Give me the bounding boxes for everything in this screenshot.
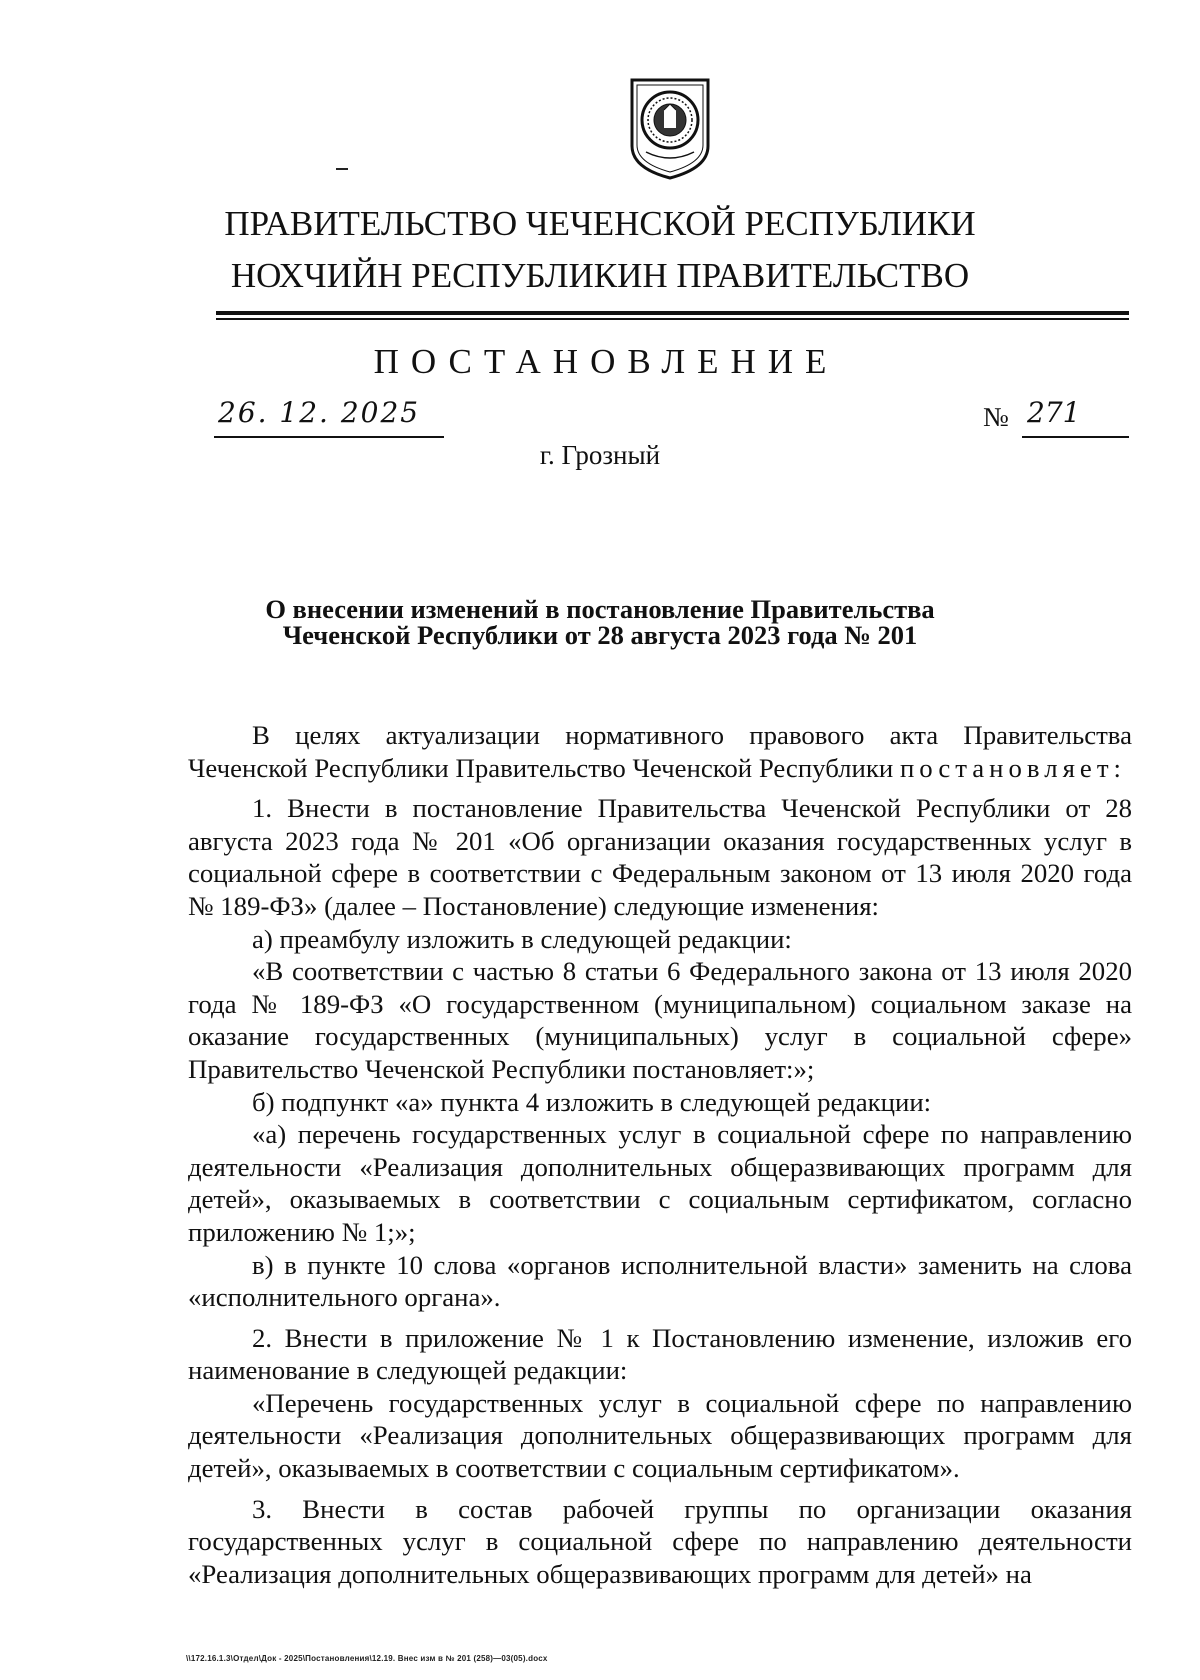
intro-paragraph [188, 719, 1132, 784]
document-type-heading: ПОСТАНОВЛЕНИЕ [373, 342, 839, 381]
paragraph-1b-quote: «а) перечень государственных услуг в социальной сфере по направлению деятельности «Реализация дополнительных общеразвивающих программ для детей», оказываемых в соответствии с социальным сертификатом, согласно приложению № 1;»; [188, 1119, 1132, 1247]
header-divider-thin [216, 318, 1129, 320]
document-subject [0, 596, 1200, 648]
paragraph-2: 2. Внести в приложение № 1 к Постановлению изменение, изложив его наименование в следующей редакции: [188, 1322, 1132, 1386]
subject-line-1: О внесении изменений в постановление Правительства [265, 594, 935, 624]
paragraph-1b: б) подпункт «а» пункта 4 изложить в следующей редакции: [252, 1086, 932, 1117]
paragraph-1a: а) преамбулу изложить в следующей редакции: [252, 923, 792, 954]
paragraph-1a-quote: «В соответствии с частью 8 статьи 6 Федерального закона от 13 июля 2020 года № 189-ФЗ «О государственном (муниципальном) социальном заказе на оказание государственных (муниципальных) услуг в социальной сфере» Правительство Чеченской Республики постановляет:»; [188, 956, 1132, 1084]
paragraph-1c: в) в пункте 10 слова «органов исполнительной власти» заменить на слова «исполнительного органа». [188, 1249, 1132, 1313]
intro-action: постановляет: [899, 752, 1126, 783]
date-underline [214, 436, 444, 438]
subject-line-2: Чеченской Республики от 28 августа 2023 года № 201 [282, 620, 918, 650]
paragraph-3: 3. Внести в состав рабочей группы по организации оказания государственных услуг в социальной сфере по направлению деятельности «Реализация дополнительных общеразвивающих программ для детей» на [188, 1493, 1132, 1589]
intro-text: В целях актуализации нормативного правового акта Правительства Чеченской Республики Правительство Чеченской Республики [188, 720, 1132, 783]
government-title-chechen: НОХЧИЙН РЕСПУБЛИКИН ПРАВИТЕЛЬСТВО [230, 256, 970, 295]
document-body [188, 719, 1132, 1590]
paragraph-1: 1. Внести в постановление Правительства Чеченской Республики от 28 августа 2023 года № 201 «Об организации оказания государственных услуг в социальной сфере в соответствии с Федеральным законом от 13 июля 2020 года № 189-ФЗ» (далее – Постановление) следующие изменения: [188, 793, 1132, 921]
city-line: г. Грозный [539, 440, 661, 470]
paragraph-2-quote: «Перечень государственных услуг в социальной сфере по направлению деятельности «Реализация дополнительных общеразвивающих программ для детей», оказываемых в соответствии с социальным сертификатом». [188, 1387, 1132, 1484]
header-divider-thick [216, 311, 1129, 315]
handwritten-number: 271 [1027, 396, 1081, 429]
scan-mark [336, 168, 348, 170]
number-label: № [983, 402, 1009, 432]
footer-file-path: \\172.16.1.3\Отдел\Док - 2025\Постановления\12.19. Внес изм в № 201 (258)—03(05).docx [186, 1654, 548, 1663]
number-underline [1022, 436, 1129, 438]
government-title-russian: ПРАВИТЕЛЬСТВО ЧЕЧЕНСКОЙ РЕСПУБЛИКИ [224, 204, 976, 243]
coat-of-arms-icon [628, 76, 712, 180]
handwritten-date: 26. 12. 2025 [218, 396, 421, 429]
